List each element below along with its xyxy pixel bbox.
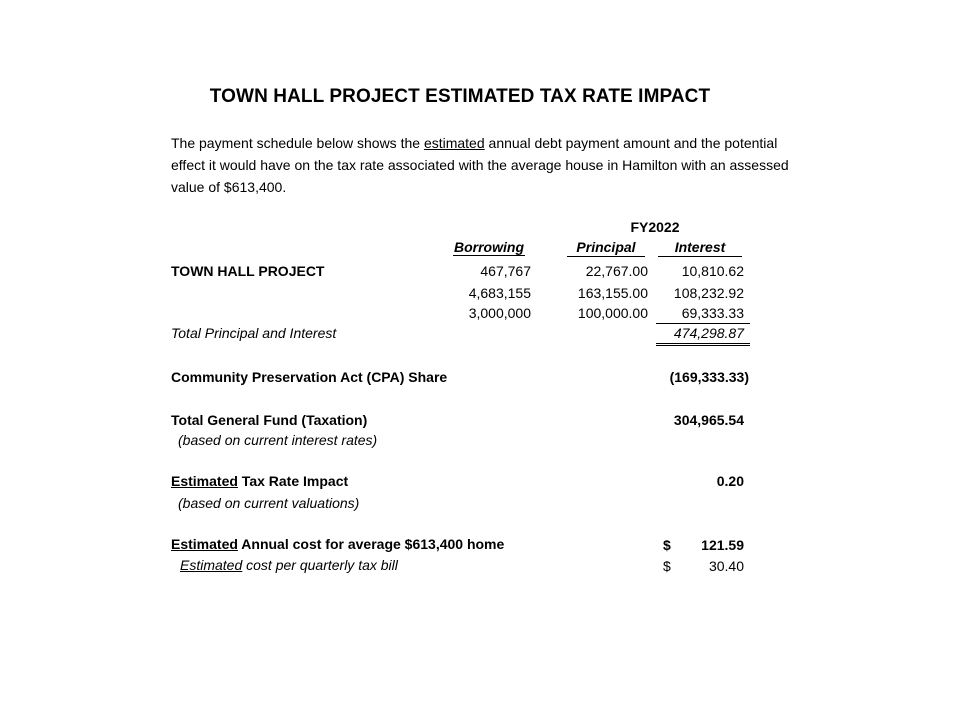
- cpa-label: Community Preservation Act (CPA) Share: [171, 369, 448, 385]
- quarterly-cost-label: [180, 557, 398, 573]
- intro-text-1: The payment schedule below shows the: [171, 135, 424, 151]
- interest-cell: 108,232.92: [673, 285, 744, 301]
- principal-cell: 22,767.00: [585, 263, 648, 279]
- tax-rate-label: [171, 473, 348, 489]
- intro-text-2: annual debt payment amount and the potential effect it would have on the tax rate associated with the average house in Hamilton with an assessed value of $613,400.: [171, 135, 789, 195]
- quarterly-cost-currency: $: [663, 558, 671, 574]
- fiscal-year-header: FY2022: [630, 219, 680, 235]
- cpa-value: (169,333.33): [669, 369, 749, 385]
- tax-rate-value: 0.20: [716, 473, 744, 489]
- annual-cost-value: 121.59: [701, 537, 744, 553]
- general-fund-note: (based on current interest rates): [178, 432, 378, 448]
- general-fund-value: 304,965.54: [673, 412, 744, 428]
- intro-underlined-word: estimated: [423, 135, 485, 151]
- annual-cost-label-underlined: Estimated: [171, 536, 238, 552]
- borrowing-cell: 467,767: [480, 263, 531, 279]
- quarterly-cost-label-underlined: Estimated: [180, 557, 243, 573]
- page-title: TOWN HALL PROJECT ESTIMATED TAX RATE IMPACT: [209, 86, 711, 107]
- annual-cost-currency: $: [663, 537, 671, 553]
- tax-rate-label-underlined: Estimated: [171, 473, 238, 489]
- interest-cell: 10,810.62: [681, 263, 744, 279]
- principal-cell: 163,155.00: [577, 285, 648, 301]
- tax-rate-label-rest: Tax Rate Impact: [237, 473, 349, 489]
- quarterly-cost-label-rest: cost per quarterly tax bill: [242, 557, 398, 573]
- borrowing-cell: 3,000,000: [468, 305, 531, 321]
- annual-cost-label: [171, 536, 504, 552]
- principal-header: Principal: [567, 239, 645, 257]
- borrowing-cell: 4,683,155: [468, 285, 531, 301]
- interest-header: Interest: [658, 239, 742, 257]
- borrowing-header-label: Borrowing: [454, 239, 524, 255]
- tax-rate-note: (based on current valuations): [178, 495, 360, 511]
- total-value: 474,298.87: [656, 323, 750, 346]
- borrowing-header: [453, 239, 525, 255]
- general-fund-label: Total General Fund (Taxation): [171, 412, 368, 428]
- project-label: TOWN HALL PROJECT: [171, 263, 325, 279]
- annual-cost-label-rest: Annual cost for average $613,400 home: [237, 536, 505, 552]
- principal-cell: 100,000.00: [577, 305, 648, 321]
- intro-paragraph: [171, 132, 811, 198]
- interest-cell: 69,333.33: [681, 305, 744, 321]
- total-label: Total Principal and Interest: [171, 325, 337, 341]
- quarterly-cost-value: 30.40: [708, 558, 744, 574]
